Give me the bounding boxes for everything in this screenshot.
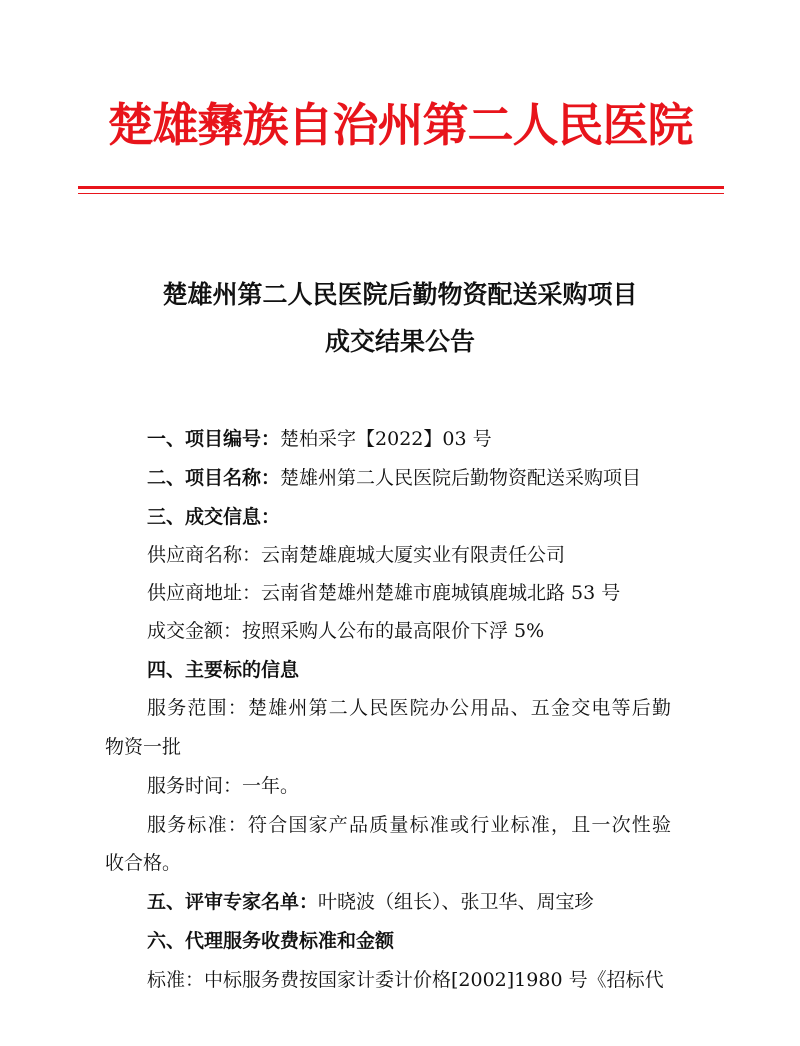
supplier-name: 供应商名称：云南楚雄鹿城大厦实业有限责任公司 (147, 544, 566, 566)
section-agency-fee-heading: 六、代理服务收费标准和金额 (147, 930, 395, 952)
fee-standard-line-1: 标准：中标服务费按国家计委计价格[2002]1980 号《招标代 (147, 969, 664, 991)
document-title-line-1: 楚雄州第二人民医院后勤物资配送采购项目 (162, 280, 638, 309)
section-deal-info-heading: 三、成交信息： (147, 506, 281, 528)
section-main-subject-heading: 四、主要标的信息 (147, 659, 300, 681)
section-value: 楚柏采字【2022】03 号 (280, 428, 492, 450)
section-heading: 五、评审专家名单： (147, 891, 319, 913)
service-standard-line-1: 服务标准：符合国家产品质量标准或行业标准，且一次性验 (147, 814, 673, 836)
service-scope-line-2: 物资一批 (105, 736, 182, 758)
section-value: 叶晓波（组长）、张卫华、周宝珍 (318, 891, 594, 913)
letterhead-org-name: 楚雄彝族自治州第二人民医院 (107, 98, 693, 152)
service-time: 服务时间：一年。 (147, 775, 300, 797)
section-value: 楚雄州第二人民医院后勤物资配送采购项目 (280, 467, 642, 489)
letterhead-red-rule-thick (78, 186, 724, 189)
deal-amount: 成交金额：按照采购人公布的最高限价下浮 5% (147, 620, 545, 642)
section-heading: 一、项目编号： (147, 428, 281, 450)
letterhead-red-rule-thin (78, 193, 724, 194)
section-heading: 二、项目名称： (147, 467, 281, 489)
service-standard-line-2: 收合格。 (105, 852, 182, 874)
document-title-line-2: 成交结果公告 (324, 327, 475, 356)
supplier-address: 供应商地址：云南省楚雄州楚雄市鹿城镇鹿城北路 53 号 (147, 582, 621, 604)
section-project-name (147, 463, 747, 493)
section-project-number (147, 424, 747, 454)
service-scope-line-1: 服务范围：楚雄州第二人民医院办公用品、五金交电等后勤 (147, 697, 673, 719)
section-experts (147, 887, 747, 917)
